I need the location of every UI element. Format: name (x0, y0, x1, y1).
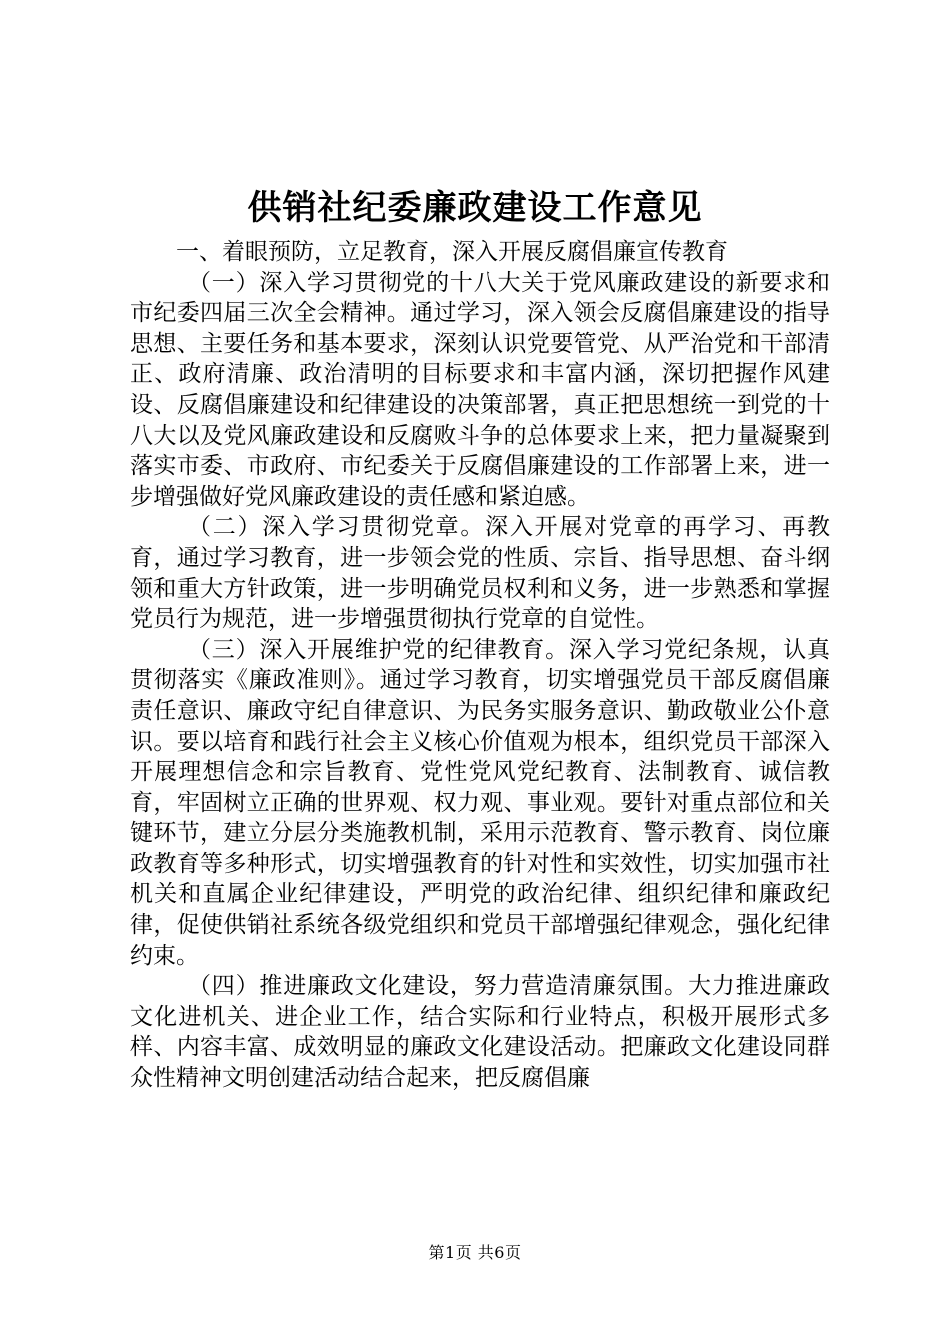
section-heading: 一、着眼预防，立足教育，深入开展反腐倡廉宣传教育 (176, 239, 728, 265)
paragraph-4: （四）推进廉政文化建设，努力营造清廉氛围。大力推进廉政文化进机关、进企业工作，结合实际和行业特点，积极开展形式多样、内容丰富、成效明显的廉政文化建设活动。把廉政文化建设同群众性精神文明创建活动结合起来，把反腐倡廉 (130, 973, 830, 1092)
document-title: 供销社纪委廉政建设工作意见 (247, 188, 703, 228)
paragraph-2: （二）深入学习贯彻党章。深入开展对党章的再学习、再教育，通过学习教育，进一步领会党的性质、宗旨、指导思想、奋斗纲领和重大方针政策，进一步明确党员权利和义务，进一步熟悉和掌握党员行为规范，进一步增强贯彻执行党章的自觉性。 (130, 514, 830, 633)
document-body (130, 237, 830, 1094)
page-number-footer: 第1页 共6页 (428, 1243, 522, 1262)
paragraph-1: （一）深入学习贯彻党的十八大关于党风廉政建设的新要求和市纪委四届三次全会精神。通过学习，深入领会反腐倡廉建设的指导思想、主要任务和基本要求，深刻认识党要管党、从严治党和干部清正、政府清廉、政治清明的目标要求和丰富内涵，深切把握作风建设、反腐倡廉建设和纪律建设的决策部署，真正把思想统一到党的十八大以及党风廉政建设和反腐败斗争的总体要求上来，把力量凝聚到落实市委、市政府、市纪委关于反腐倡廉建设的工作部署上来，进一步增强做好党风廉政建设的责任感和紧迫感。 (130, 269, 830, 510)
paragraph-3: （三）深入开展维护党的纪律教育。深入学习党纪条规，认真贯彻落实《廉政准则》。通过学习教育，切实增强党员干部反腐倡廉责任意识、廉政守纪自律意识、为民务实服务意识、勤政敬业公仆意识。要以培育和践行社会主义核心价值观为根本，组织党员干部深入开展理想信念和宗旨教育、党性党风党纪教育、法制教育、诚信教育，牢固树立正确的世界观、权力观、事业观。要针对重点部位和关键环节，建立分层分类施教机制，采用示范教育、警示教育、岗位廉政教育等多种形式，切实增强教育的针对性和实效性，切实加强市社机关和直属企业纪律建设，严明党的政治纪律、组织纪律和廉政纪律，促使供销社系统各级党组织和党员干部增强纪律观念，强化纪律约束。 (130, 636, 830, 969)
